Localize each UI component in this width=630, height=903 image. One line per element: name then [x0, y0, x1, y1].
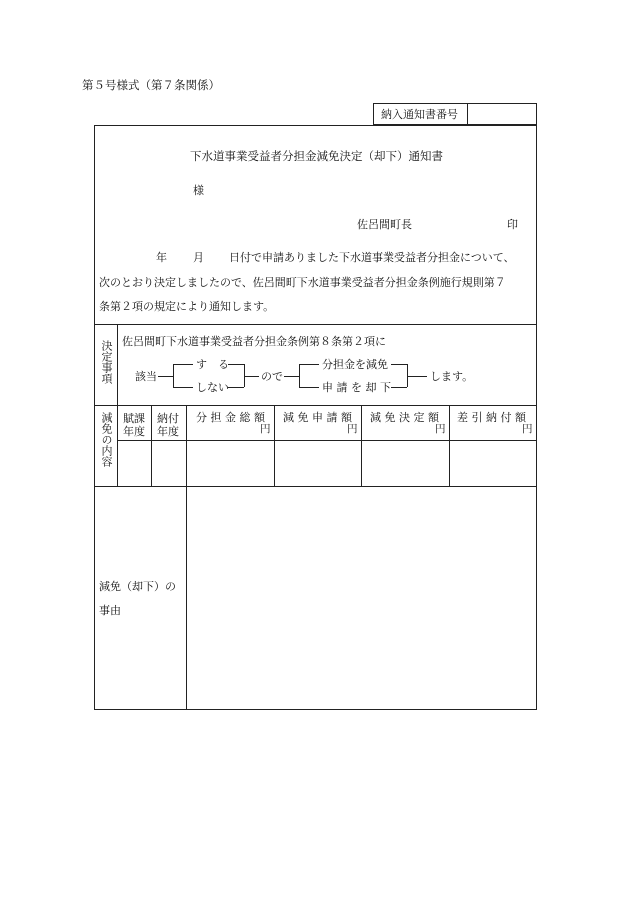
cell-pay-year[interactable] — [152, 441, 185, 485]
cell-decided[interactable] — [362, 441, 448, 485]
cell-requested[interactable] — [275, 441, 360, 485]
reason-field[interactable] — [187, 487, 536, 709]
header-total: 分 担 金 総 額 — [196, 411, 265, 424]
issuer-name: 佐呂間町長 — [357, 218, 412, 231]
cell-total[interactable] — [187, 441, 273, 485]
cell-net[interactable] — [450, 441, 536, 485]
header-decided: 減 免 決 定 額 — [370, 411, 439, 424]
reason-label-line-1: 減免（却下）の — [99, 580, 176, 593]
form-number: 第５号様式（第７条関係） — [82, 78, 220, 92]
header-decided-unit: 円 — [435, 423, 446, 435]
header-net: 差 引 納 付 額 — [457, 411, 526, 424]
document-title: 下水道事業受益者分担金減免決定（却下）通知書 — [190, 149, 443, 163]
addressee-suffix: 様 — [193, 184, 204, 197]
header-requested: 減 免 申 請 額 — [283, 411, 352, 424]
option-not[interactable]: しない — [196, 381, 229, 394]
body-line-3: 条第２項の規定により通知します。 — [99, 300, 275, 313]
header-requested-unit: 円 — [347, 423, 358, 435]
body-line-2: 次のとおり決定しましたので、佐呂間町下水道事業受益者分担金条例施行規則第７ — [99, 276, 506, 289]
decision-ending: します。 — [430, 370, 474, 383]
decision-intro: 佐呂間町下水道事業受益者分担金条例第８条第２項に — [122, 335, 386, 348]
cell-tax-year[interactable] — [118, 441, 150, 485]
option-reject[interactable]: 申 請 を 却 下 — [322, 381, 391, 394]
header-pay-year: 納付年度 — [157, 412, 179, 438]
notice-number-label: 納入通知書番号 — [381, 108, 458, 121]
option-does[interactable]: す る — [196, 358, 229, 371]
decision-label: 決定事項 — [100, 340, 113, 384]
seal-mark: 印 — [507, 218, 518, 231]
decision-applicable: 該当 — [135, 370, 157, 383]
decision-node: ので — [261, 370, 283, 383]
body-year: 年 — [156, 251, 167, 264]
body-month: 月 — [193, 251, 204, 264]
reason-label-line-2: 事由 — [99, 604, 121, 617]
header-tax-year: 賦課年度 — [123, 412, 145, 438]
option-reduce[interactable]: 分担金を減免 — [322, 358, 388, 371]
content-label: 減免の内容 — [100, 412, 113, 467]
header-net-unit: 円 — [522, 423, 533, 435]
body-line-1: 日付で申請ありました下水道事業受益者分担金について、 — [229, 251, 515, 264]
addressee-field[interactable] — [120, 180, 190, 198]
header-total-unit: 円 — [260, 423, 271, 435]
notice-number-field[interactable] — [469, 104, 536, 124]
